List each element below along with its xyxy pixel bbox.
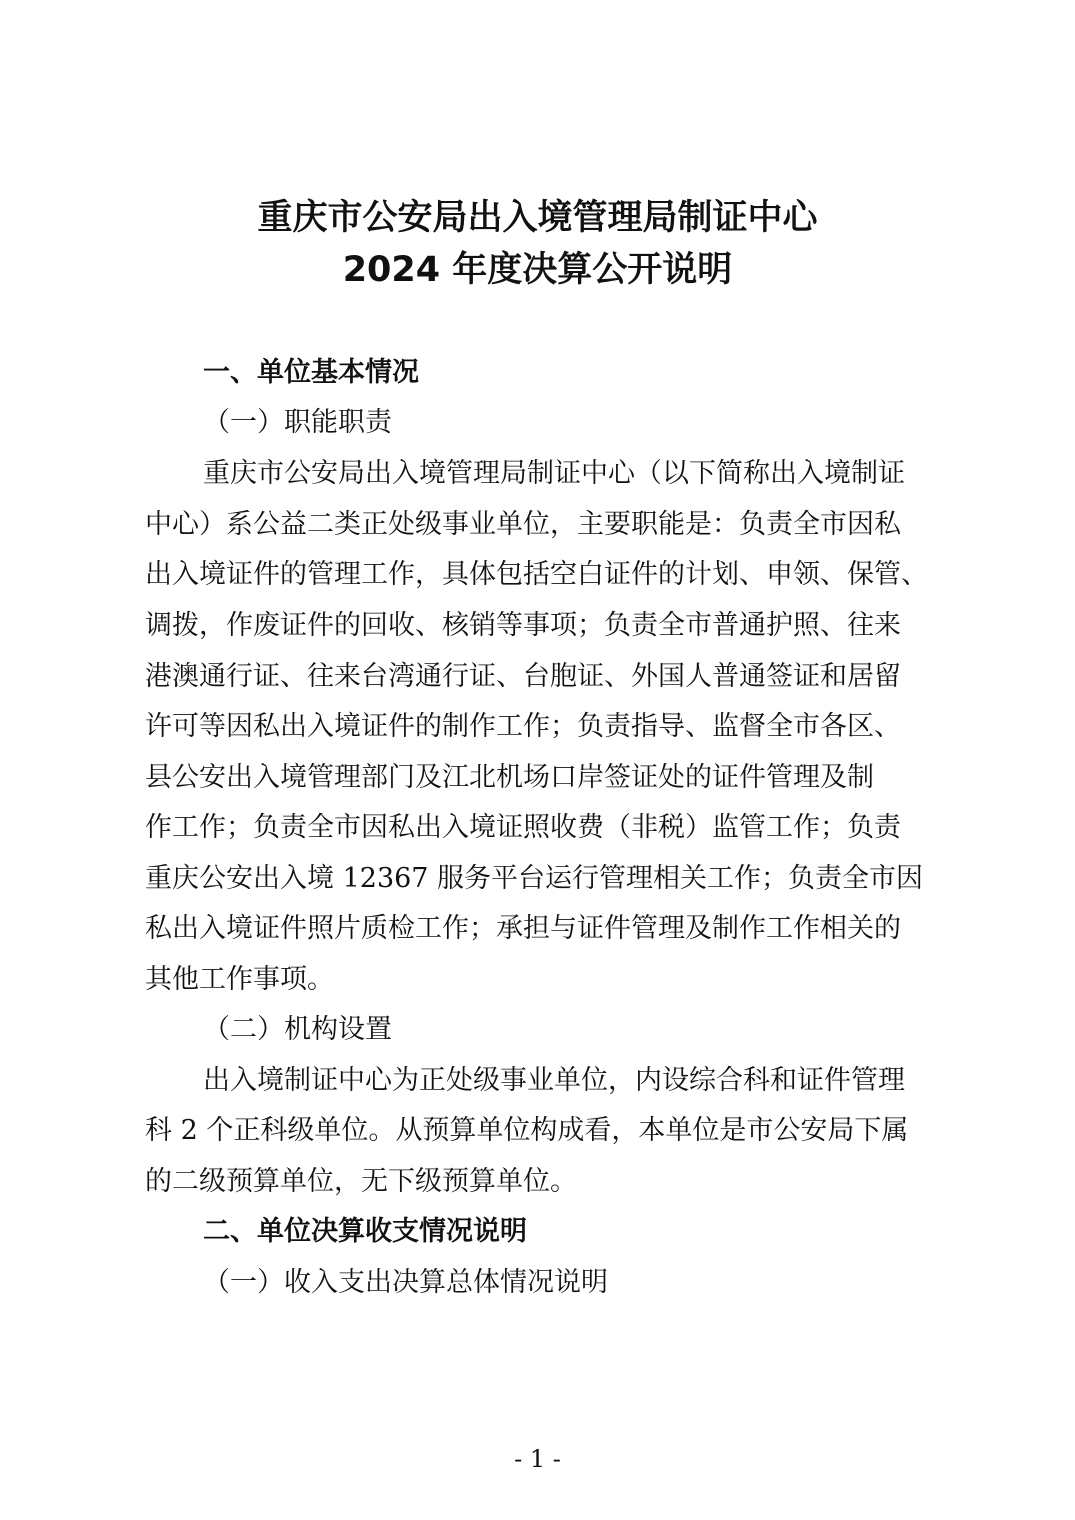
section-2-sub-1-heading: （一）收入支出决算总体情况说明	[203, 1267, 608, 1298]
section-1-sub-1-heading: （一）职能职责	[203, 407, 392, 438]
document-title-line-2: 2024 年度决算公开说明	[342, 250, 733, 290]
paragraph-line: 重庆公安出入境 12367 服务平台运行管理相关工作；负责全市因	[145, 863, 924, 894]
paragraph-line: 港澳通行证、往来台湾通行证、台胞证、外国人普通签证和居留	[145, 661, 901, 692]
paragraph-line: 出入境制证中心为正处级事业单位，内设综合科和证件管理	[203, 1065, 905, 1096]
paragraph-line: 科 2 个正科级单位。从预算单位构成看，本单位是市公安局下属	[145, 1115, 909, 1146]
document-title-line-1: 重庆市公安局出入境管理局制证中心	[257, 198, 818, 238]
section-1-sub-2-heading: （二）机构设置	[203, 1014, 392, 1045]
paragraph-line: 重庆市公安局出入境管理局制证中心（以下简称出入境制证	[203, 458, 905, 489]
paragraph-line: 中心）系公益二类正处级事业单位，主要职能是：负责全市因私	[145, 509, 901, 540]
paragraph-line: 许可等因私出入境证件的制作工作；负责指导、监督全市各区、	[145, 711, 901, 742]
paragraph-line: 其他工作事项。	[145, 964, 334, 995]
paragraph-line: 出入境证件的管理工作，具体包括空白证件的计划、申领、保管、	[145, 559, 928, 590]
paragraph-line: 调拨，作废证件的回收、核销等事项；负责全市普通护照、往来	[145, 610, 901, 641]
paragraph-line: 的二级预算单位，无下级预算单位。	[145, 1166, 577, 1197]
paragraph-line: 私出入境证件照片质检工作；承担与证件管理及制作工作相关的	[145, 913, 901, 944]
section-1-heading: 一、单位基本情况	[203, 357, 419, 388]
section-2-heading: 二、单位决算收支情况说明	[203, 1216, 527, 1247]
paragraph-line: 作工作；负责全市因私出入境证照收费（非税）监管工作；负责	[145, 812, 901, 843]
page-number: - 1 -	[514, 1445, 561, 1473]
paragraph-line: 县公安出入境管理部门及江北机场口岸签证处的证件管理及制	[145, 762, 874, 793]
